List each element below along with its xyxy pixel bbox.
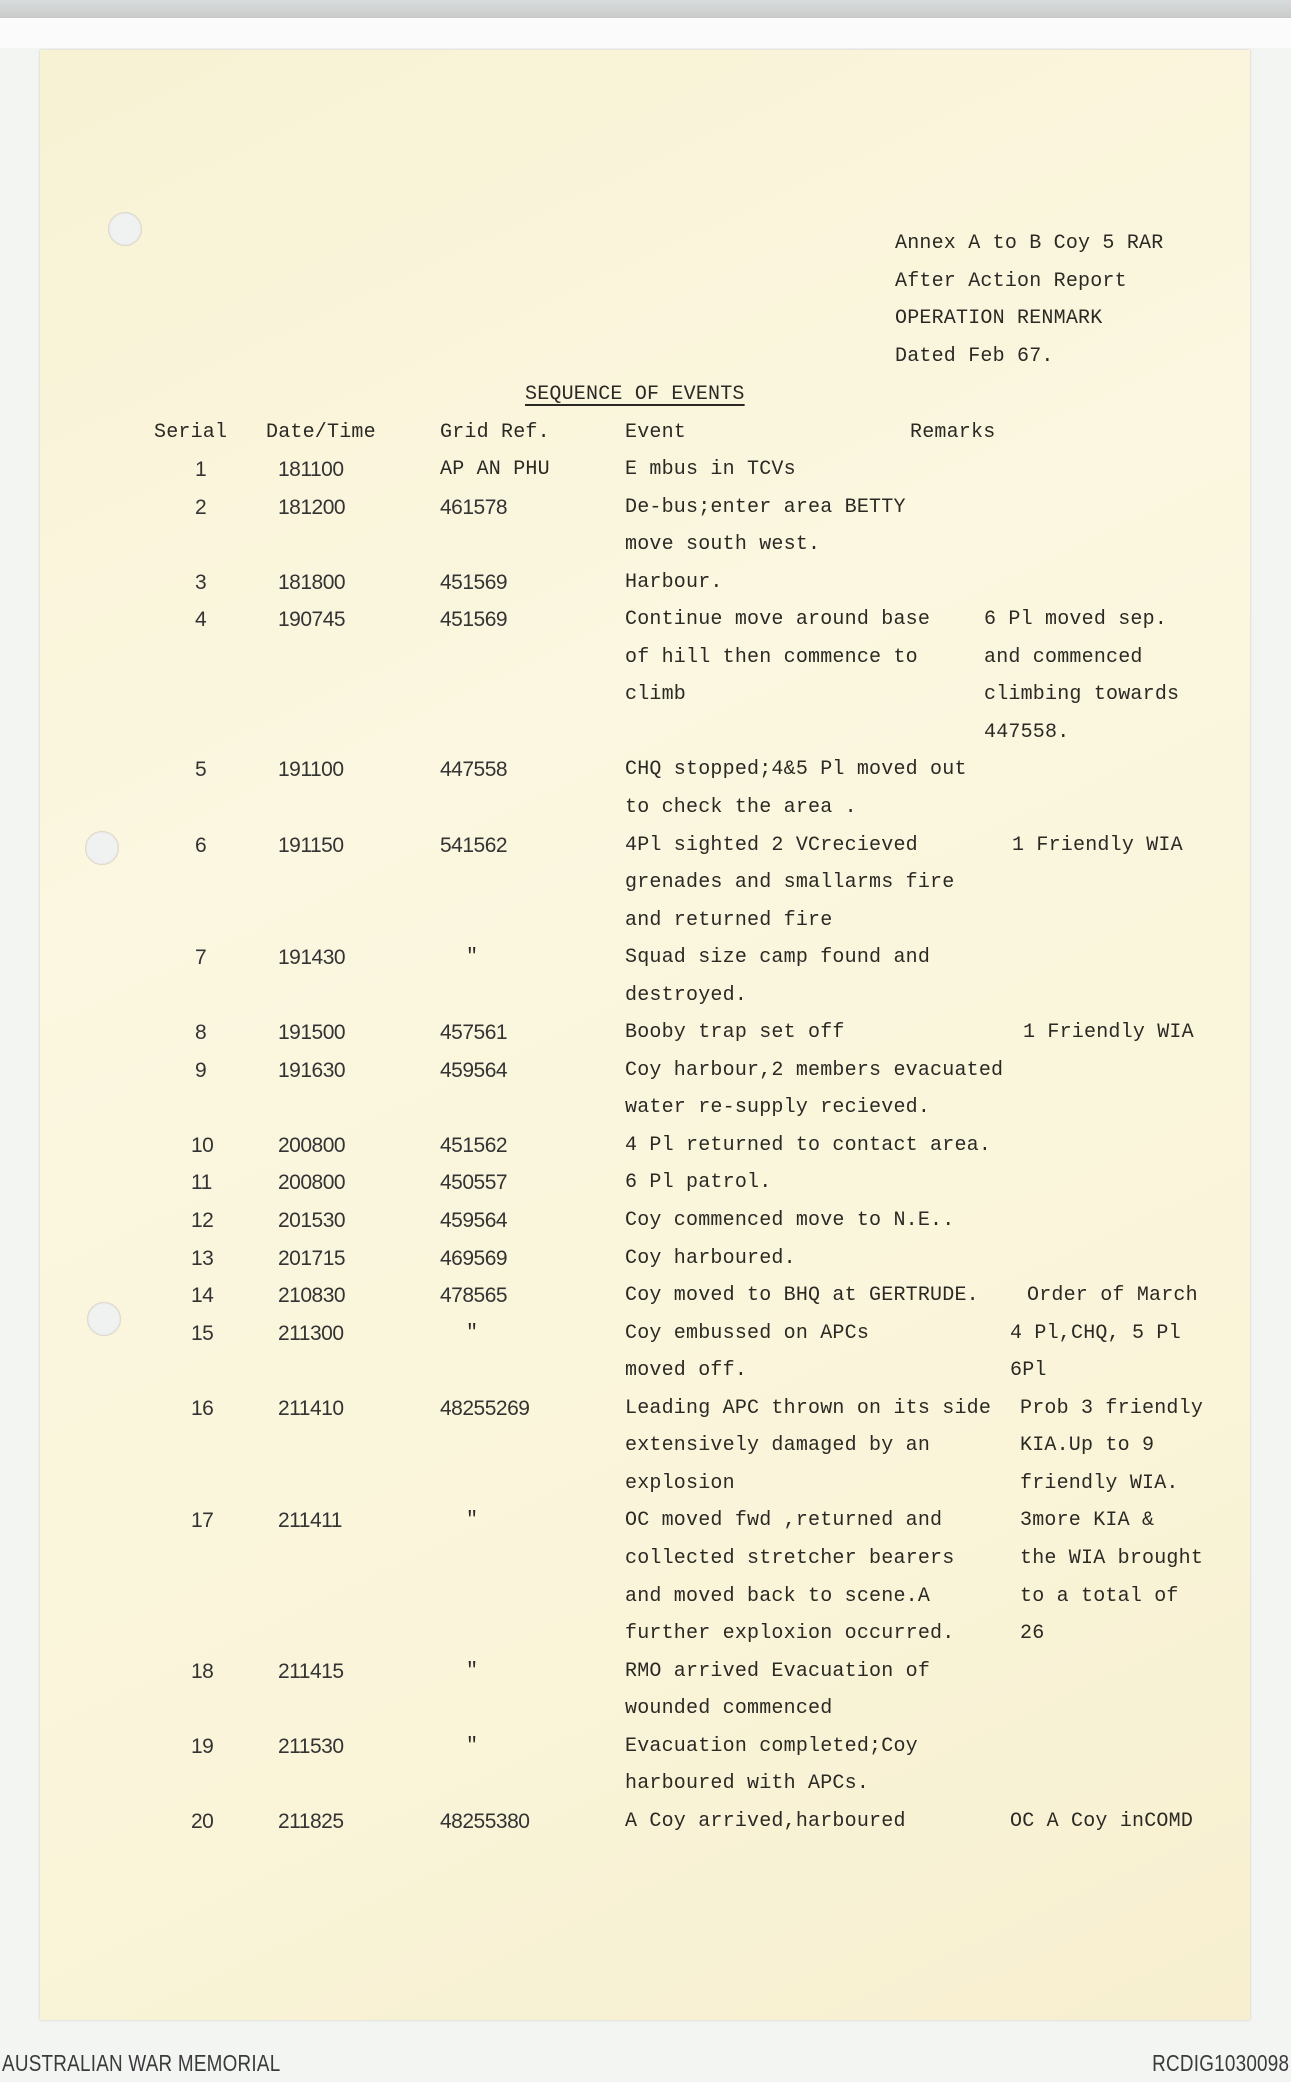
- cell-serial: 9: [195, 1058, 207, 1082]
- annex-line-unit: Annex A to B Coy 5 RAR: [895, 232, 1164, 255]
- cell-event-line: climb: [625, 683, 687, 707]
- header-serial: Serial: [154, 421, 228, 444]
- cell-datetime: 191150: [278, 833, 344, 857]
- cell-remarks-line: climbing towards: [984, 683, 1180, 707]
- cell-event-line: explosion: [625, 1471, 735, 1495]
- cell-grid-ref: 447558: [440, 758, 508, 782]
- cell-event-line: water re-supply recieved.: [625, 1096, 931, 1120]
- cell-event-line: Coy harboured.: [625, 1246, 796, 1270]
- cell-serial: 5: [195, 758, 207, 782]
- cell-grid-ref: 451562: [440, 1133, 508, 1157]
- header-datetime: Date/Time: [266, 421, 376, 444]
- cell-serial: 16: [191, 1396, 214, 1420]
- footer-record-id: RCDIG1030098: [1151, 2050, 1289, 2076]
- cell-event-line: Squad size camp found and: [625, 946, 931, 970]
- cell-remarks-line: to a total of: [1020, 1584, 1179, 1608]
- cell-event-line: Coy commenced move to N.E..: [625, 1209, 955, 1232]
- punch-hole: [108, 212, 142, 246]
- cell-grid-ref: 541562: [440, 833, 508, 857]
- cell-event-line: wounded commenced: [625, 1697, 833, 1721]
- cell-event-line: to check the area .: [625, 795, 857, 819]
- cell-grid-ref: 459564: [440, 1209, 508, 1232]
- cell-event-line: 4Pl sighted 2 VCrecieved: [625, 833, 918, 857]
- header-grid-ref: Grid Ref.: [440, 421, 550, 444]
- cell-event-line: OC moved fwd ,returned and: [625, 1509, 943, 1533]
- cell-datetime: 201715: [278, 1246, 346, 1270]
- cell-event-line: Coy harbour,2 members evacuated: [625, 1058, 1004, 1082]
- cell-serial: 15: [191, 1321, 214, 1345]
- footer-institution: AUSTRALIAN WAR MEMORIAL: [2, 2050, 281, 2076]
- cell-datetime: 191630: [278, 1058, 346, 1082]
- cell-datetime: 211300: [278, 1321, 344, 1345]
- cell-event-line: Booby trap set off: [625, 1021, 845, 1045]
- cell-remarks-line: KIA.Up to 9: [1020, 1434, 1155, 1458]
- cell-datetime: 200800: [278, 1133, 346, 1157]
- cell-grid-ref: AP AN PHU: [440, 458, 550, 481]
- cell-datetime: 210830: [278, 1284, 346, 1308]
- cell-grid-ref: 451569: [440, 608, 508, 632]
- cell-serial: 7: [195, 946, 207, 970]
- cell-datetime: 181200: [278, 495, 346, 519]
- cell-serial: 12: [191, 1209, 214, 1232]
- cell-event-line: E mbus in TCVs: [625, 458, 796, 481]
- cell-datetime: 211415: [278, 1659, 344, 1683]
- cell-serial: 20: [191, 1809, 214, 1833]
- cell-event-line: Leading APC thrown on its side: [625, 1396, 992, 1420]
- cell-event-line: further exploxion occurred.: [625, 1622, 955, 1646]
- cell-remarks-line: 6Pl: [1010, 1359, 1047, 1383]
- cell-event-line: and moved back to scene.A: [625, 1584, 931, 1608]
- cell-datetime: 211410: [278, 1396, 344, 1420]
- cell-grid-ref: 48255269: [440, 1396, 530, 1420]
- cell-remarks-line: 26: [1020, 1622, 1045, 1646]
- cell-remarks-line: Prob 3 friendly: [1020, 1396, 1204, 1420]
- annex-line-operation: OPERATION RENMARK: [895, 307, 1103, 330]
- cell-grid-ref: 461578: [440, 495, 508, 519]
- document-title: SEQUENCE OF EVENTS: [525, 383, 745, 406]
- cell-serial: 6: [195, 833, 207, 857]
- punch-hole: [87, 1302, 121, 1336]
- cell-grid-ref: 469569: [440, 1246, 508, 1270]
- cell-datetime: 191430: [278, 946, 346, 970]
- cell-event-line: destroyed.: [625, 983, 748, 1007]
- cell-datetime: 181100: [278, 458, 344, 481]
- cell-serial: 2: [195, 495, 207, 519]
- cell-serial: 14: [191, 1284, 214, 1308]
- header-event: Event: [625, 421, 687, 444]
- cell-grid-ref: 478565: [440, 1284, 508, 1308]
- scanner-top-margin: [0, 18, 1291, 48]
- cell-remarks-line: 4 Pl,CHQ, 5 Pl: [1010, 1321, 1181, 1345]
- cell-serial: 10: [191, 1133, 214, 1157]
- cell-remarks-line: 1 Friendly WIA: [1012, 833, 1183, 857]
- cell-remarks-line: and commenced: [984, 645, 1143, 669]
- cell-event-line: CHQ stopped;4&5 Pl moved out: [625, 758, 967, 782]
- header-remarks: Remarks: [910, 421, 996, 444]
- cell-serial: 19: [191, 1734, 214, 1758]
- cell-datetime: 191100: [278, 758, 344, 782]
- cell-grid-ref: 48255380: [440, 1809, 530, 1833]
- cell-datetime: 211411: [278, 1509, 342, 1533]
- cell-event-line: 4 Pl returned to contact area.: [625, 1133, 992, 1157]
- cell-event-line: Evacuation completed;Coy: [625, 1734, 918, 1758]
- cell-event-line: Continue move around base: [625, 608, 931, 632]
- cell-event-line: A Coy arrived,harboured: [625, 1809, 906, 1833]
- cell-remarks-line: the WIA brought: [1020, 1546, 1204, 1570]
- cell-datetime: 190745: [278, 608, 346, 632]
- cell-grid-ref: 459564: [440, 1058, 508, 1082]
- cell-grid-ref: 457561: [440, 1021, 508, 1045]
- cell-grid-ref: 450557: [440, 1171, 508, 1195]
- cell-remarks-line: Order of March: [1027, 1284, 1198, 1308]
- cell-event-line: of hill then commence to: [625, 645, 918, 669]
- cell-grid-ref: 451569: [440, 570, 508, 594]
- cell-event-line: Harbour.: [625, 570, 723, 594]
- cell-remarks-line: OC A Coy inCOMD: [1010, 1809, 1194, 1833]
- cell-event-line: extensively damaged by an: [625, 1434, 931, 1458]
- cell-serial: 11: [191, 1171, 212, 1195]
- cell-serial: 13: [191, 1246, 214, 1270]
- cell-remarks-line: 6 Pl moved sep.: [984, 608, 1168, 632]
- cell-event-line: harboured with APCs.: [625, 1772, 870, 1796]
- cell-datetime: 211530: [278, 1734, 344, 1758]
- cell-event-line: moved off.: [625, 1359, 748, 1383]
- cell-remarks-line: 3more KIA &: [1020, 1509, 1155, 1533]
- cell-serial: 1: [195, 458, 207, 481]
- cell-grid-ref: ": [466, 946, 479, 970]
- cell-remarks-line: friendly WIA.: [1020, 1471, 1179, 1495]
- cell-event-line: and returned fire: [625, 908, 833, 932]
- cell-serial: 8: [195, 1021, 207, 1045]
- cell-grid-ref: ": [466, 1509, 479, 1533]
- cell-datetime: 181800: [278, 570, 346, 594]
- cell-datetime: 201530: [278, 1209, 346, 1232]
- cell-remarks-line: 447558.: [984, 720, 1070, 744]
- cell-datetime: 191500: [278, 1021, 346, 1045]
- cell-event-line: Coy embussed on APCs: [625, 1321, 870, 1345]
- cell-event-line: 6 Pl patrol.: [625, 1171, 772, 1195]
- cell-grid-ref: ": [466, 1321, 479, 1345]
- cell-datetime: 200800: [278, 1171, 346, 1195]
- cell-serial: 17: [191, 1509, 214, 1533]
- punch-hole: [85, 831, 119, 865]
- cell-remarks-line: 1 Friendly WIA: [1023, 1021, 1194, 1045]
- cell-grid-ref: ": [466, 1659, 479, 1683]
- cell-event-line: De-bus;enter area BETTY: [625, 495, 906, 519]
- annex-line-date: Dated Feb 67.: [895, 345, 1054, 368]
- cell-serial: 18: [191, 1659, 214, 1683]
- cell-event-line: move south west.: [625, 533, 821, 557]
- cell-event-line: Coy moved to BHQ at GERTRUDE.: [625, 1284, 979, 1308]
- cell-grid-ref: ": [466, 1734, 479, 1758]
- cell-event-line: RMO arrived Evacuation of: [625, 1659, 931, 1683]
- cell-serial: 3: [195, 570, 207, 594]
- scanner-top-band: [0, 0, 1291, 18]
- annex-line-report: After Action Report: [895, 270, 1127, 293]
- cell-event-line: collected stretcher bearers: [625, 1546, 955, 1570]
- cell-datetime: 211825: [278, 1809, 344, 1833]
- cell-event-line: grenades and smallarms fire: [625, 871, 955, 895]
- cell-serial: 4: [195, 608, 207, 632]
